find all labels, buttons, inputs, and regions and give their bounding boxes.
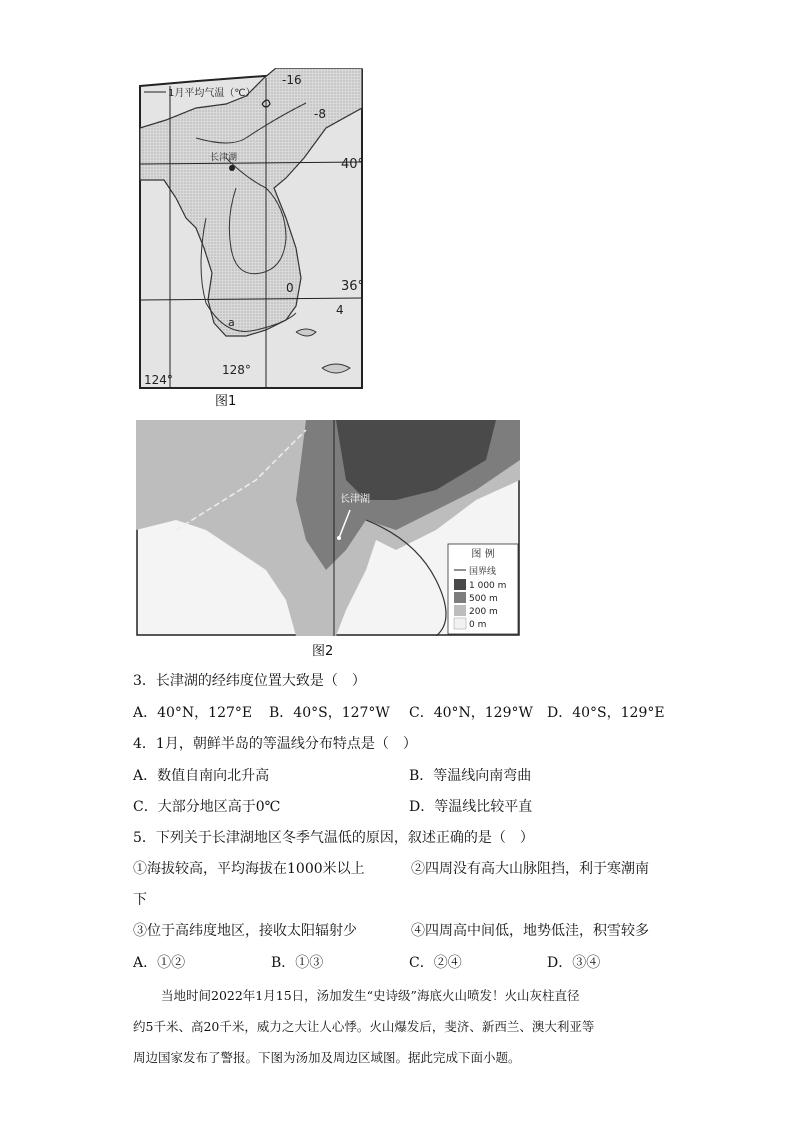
figure2-caption: 图2 [312, 644, 334, 659]
lake-label: 长津湖 [340, 494, 370, 505]
isotherm-label: -16 [282, 73, 302, 87]
passage [133, 980, 659, 1073]
lon-label: 124° [144, 373, 173, 387]
question-5-option-c: C．②④ [409, 955, 462, 971]
figure1-map [136, 68, 364, 390]
question-5-option-b: B．①③ [271, 955, 324, 971]
lake-label: 长津湖 [210, 153, 238, 163]
question-3-option-c: C．40°N，129°W [409, 705, 533, 721]
question-5-option-d: D．③④ [547, 955, 601, 971]
question-4-option-a: A．数值自南向北升高 [133, 768, 270, 784]
question-5-option-a: A．①② [133, 955, 186, 971]
legend-title: 图 例 [471, 549, 495, 560]
question-5-statement-2-cont: 下 [133, 892, 147, 908]
legend-item-label: 500 m [469, 594, 498, 604]
question-4-option-c: C．大部分地区高于0℃ [133, 799, 281, 815]
question-5-statement-1: ①海拔较高，平均海拔在1000米以上 [133, 861, 365, 877]
figure2-map [136, 420, 520, 636]
question-4-option-b: B．等温线向南弯曲 [409, 768, 532, 784]
passage-line: 周边国家发布了警报。下图为汤加及周边区域图。据此完成下面小题。 [133, 1050, 521, 1065]
legend-item-label: 0 m [469, 620, 487, 630]
passage-line: 当地时间2022年1月15日，汤加发生“史诗级”海底火山喷发！火山灰柱直径 [161, 988, 580, 1003]
legend-item-label: 1 000 m [469, 581, 507, 591]
question-5-statement-4: ④四周高中间低，地势低洼，积雪较多 [411, 923, 649, 939]
question-4-stem: 4．1月，朝鲜半岛的等温线分布特点是（ ） [133, 736, 417, 752]
legend-border-label: 国界线 [469, 567, 497, 577]
question-5-stem: 5．下列关于长津湖地区冬季气温低的原因，叙述正确的是（ ） [133, 830, 534, 846]
question-5-statement-2: ②四周没有高大山脉阻挡，利于寒潮南 [411, 861, 649, 877]
question-3-option-d: D．40°S，129°E [547, 705, 665, 721]
figure1-caption: 图1 [215, 394, 237, 409]
isotherm-label: 0 [286, 281, 294, 295]
isotherm-label: 4 [336, 303, 344, 317]
legend-item-label: 200 m [469, 607, 498, 617]
isotherm-label: -8 [314, 107, 326, 121]
question-3-stem: 3．长津湖的经纬度位置大致是（ ） [133, 673, 366, 689]
point-a-label: a [228, 316, 235, 329]
lat-label: 40° [340, 157, 364, 172]
passage-line: 约5千米、高20千米，威力之大让人心悸。火山爆发后，斐济、新西兰、澳大利亚等 [133, 1019, 595, 1034]
question-4-option-d: D．等温线比较平直 [409, 799, 533, 815]
figure1-legend-title: 1月平均气温（℃） [168, 88, 256, 99]
lat-label: 36° [340, 279, 364, 294]
question-3-option-b: B．40°S，127°W [269, 705, 390, 721]
question-3-option-a: A．40°N，127°E [133, 705, 253, 721]
question-5-statement-3: ③位于高纬度地区，接收太阳辐射少 [133, 923, 357, 939]
lon-label: 128° [222, 363, 251, 377]
figure2-legend [448, 544, 518, 634]
